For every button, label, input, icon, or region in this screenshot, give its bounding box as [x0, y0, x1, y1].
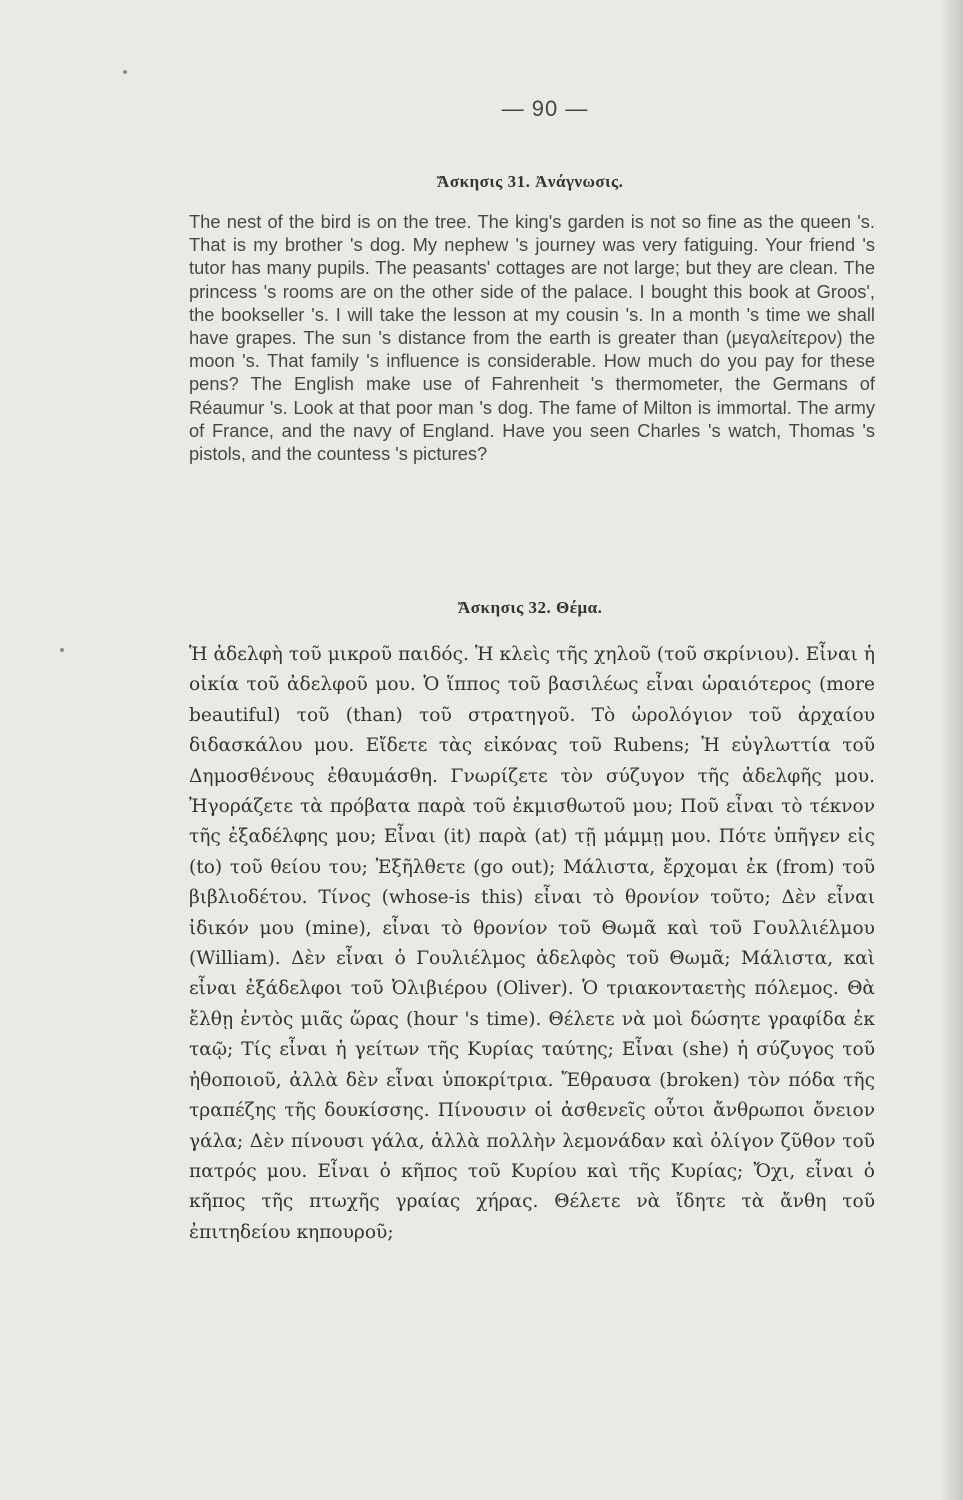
exercise-31-heading: Ἄσκησις 31. Ἀνάγνωσις.: [436, 172, 624, 191]
page-number: — 90 —: [501, 96, 589, 121]
ink-speck: [60, 648, 64, 652]
ink-speck: [123, 70, 127, 74]
page-edge-shadow: [941, 0, 963, 1500]
exercise-32-text: Ἡ ἀδελφὴ τοῦ μικροῦ παιδός. Ἡ κλεὶς τῆς χηλοῦ (τοῦ σκρίνιου). Εἶναι ἡ οἰκία τοῦ ἀδελφοῦ μου. Ὁ ἵππος τοῦ βασιλέως εἶναι ὡραιότερος (more beautiful) τοῦ (than) τοῦ στρατηγοῦ. Τὸ ὡρολόγιον τοῦ ἀρχαίου διδασκάλου μου. Εἴδετε τὰς εἰκόνας τοῦ Rubens; Ἡ εὐγλωττία τοῦ Δημοσθένους ἐθαυμάσθη. Γνωρίζετε τὸν σύζυγον τῆς ἀδελφῆς μου. Ἠγοράζετε τὰ πρόβατα παρὰ τοῦ ἐκμισθωτοῦ μου; Ποῦ εἶναι τὸ τέκνον τῆς ἐξαδέλφης μου; Εἶναι (it) παρὰ (at) τῇ μάμμῃ μου. Πότε ὑπῆγεν εἰς (to) τοῦ θείου του; Ἐξῆλθετε (go out); Μάλιστα, ἔρχομαι ἐκ (from) τοῦ βιβλιοδέτου. Τίνος (whose-is this) εἶναι τὸ θρονίον τοῦτο; Δὲν εἶναι ἰδικόν μου (mine), εἶναι τὸ θρονίον τοῦ Θωμᾶ καὶ τοῦ Γουλλιέλμου (William). Δὲν εἶναι ὁ Γουλιέλμος ἀδελφὸς τοῦ Θωμᾶ; Μάλιστα, καὶ εἶναι ἐξάδελφοι τοῦ Ὀλιβιέρου (Oliver). Ὁ τριακονταετὴς πόλεμος. Θὰ ἔλθῃ ἐντὸς μιᾶς ὥρας (hour 's time). Θέλετε νὰ μοὶ δώσητε γραφίδα ἐκ ταῷ; Τίς εἶναι ἡ γείτων τῆς Κυρίας ταύτης; Εἶναι (she) ἡ σύζυγος τοῦ ἠθοποιοῦ, ἀλλὰ δὲν εἶναι ὑποκρίτρια. Ἔθραυσα (broken) τὸν πόδα τῆς τραπέζης τῆς δουκίσσης. Πίνουσιν οἱ ἀσθενεῖς οὗτοι ἄνθρωποι ὄνειον γάλα; Δὲν πίνουσι γάλα, ἀλλὰ πολλὴν λεμονάδαν καὶ ὀλίγον ζῦθον τοῦ πατρός μου. Εἶναι ὁ κῆπος τοῦ Κυρίου καὶ τῆς Κυρίας; Ὄχι, εἶναι ὁ κῆπος τῆς πτωχῆς γραίας χήρας. Θέλετε νὰ ἴδητε τὰ ἄνθη τοῦ ἐπιτηδείου κηπουροῦ;: [189, 644, 875, 1243]
exercise-31-text: The nest of the bird is on the tree. The king's garden is not so fine as the queen 's. That is my brother 's dog. My nephew 's journey was very fatiguing. Your friend 's tutor has many pupils. The peasants' cottages are not large; but they are clean. The princess 's rooms are on the other side of the palace. I bought this book at Groos', the bookseller 's. I will take the lesson at my cousin 's. In a month 's time we shall have grapes. The sun 's distance from the earth is greater than (μεγαλείτερον) the moon 's. That family 's influence is considerable. How much do you pay for these pens? The English make use of Fahrenheit 's thermometer, the Germans of Réaumur 's. Look at that poor man 's dog. The fame of Milton is immortal. The army of France, and the navy of England. Have you seen Charles 's watch, Thomas 's pistols, and the countess 's pictures?: [189, 211, 875, 465]
exercise-32-heading: Ἄσκησις 32. Θέμα.: [457, 598, 603, 617]
